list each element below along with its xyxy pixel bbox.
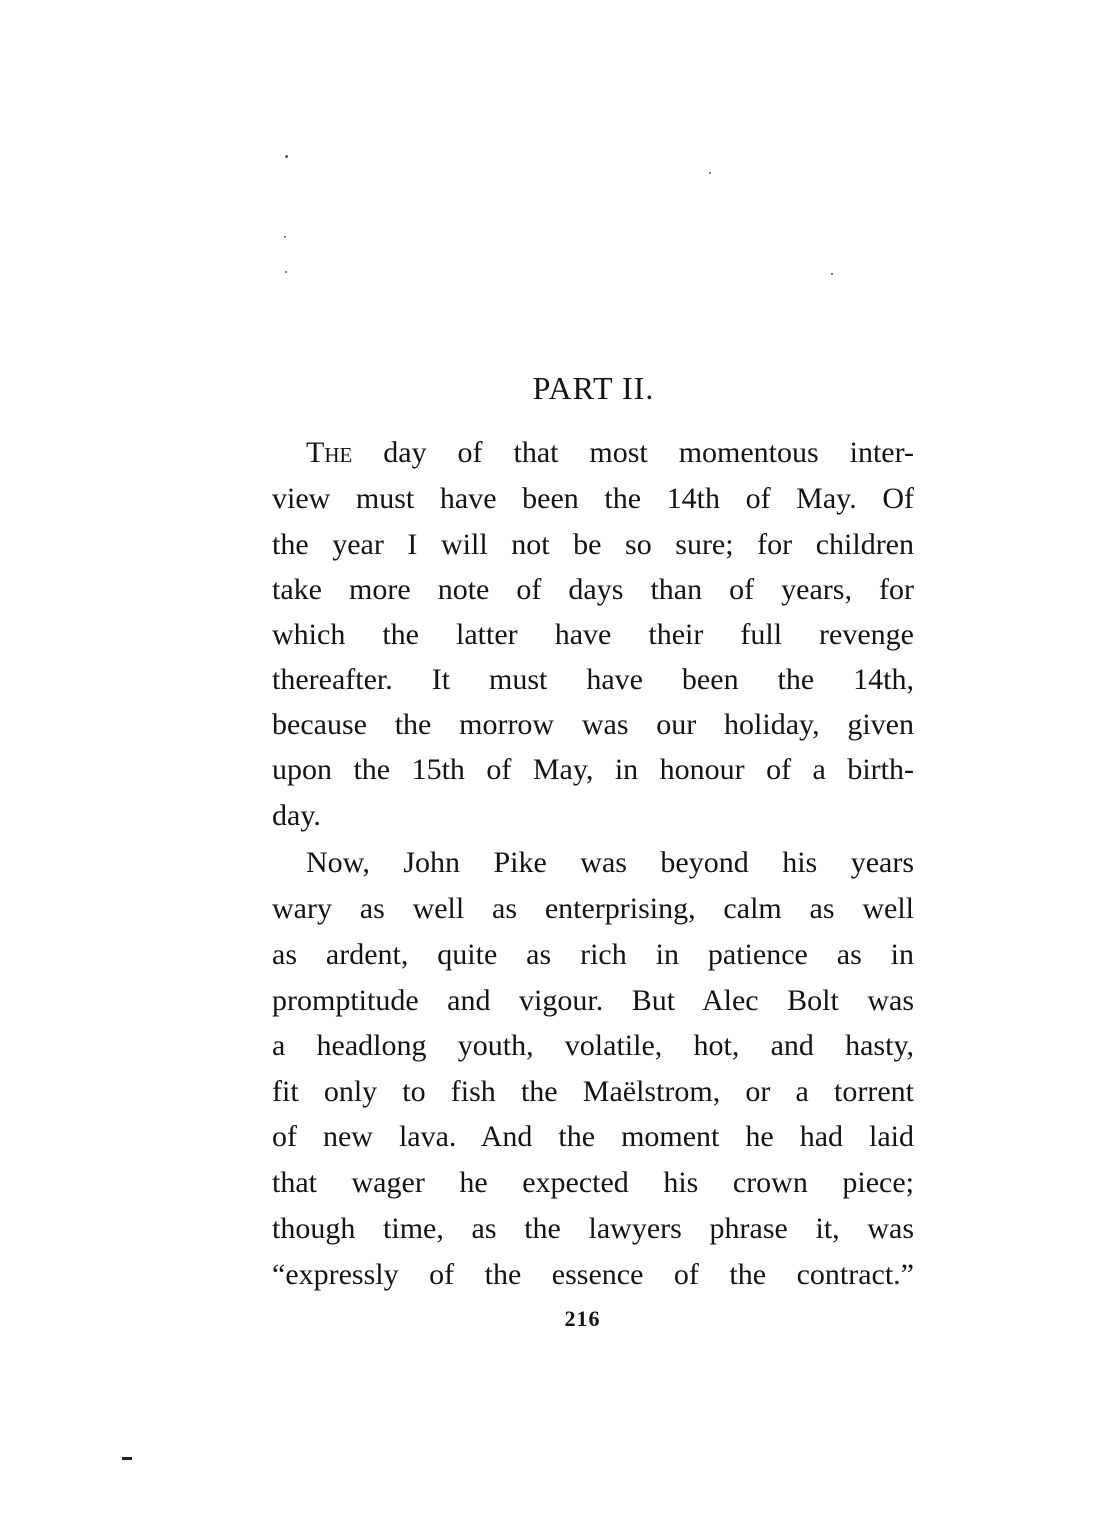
scan-mark — [122, 1457, 132, 1460]
text-line: day. — [272, 799, 321, 832]
text-line: The day of that most momentous inter- — [306, 436, 915, 469]
scan-speck — [285, 271, 287, 273]
text-line: as ardent, quite as rich in patience as in — [272, 938, 914, 971]
scan-speck — [285, 155, 288, 158]
text-line: fit only to fish the Maëlstrom, or a torrent — [272, 1075, 914, 1108]
text-line: that wager he expected his crown piece; — [272, 1166, 914, 1199]
drop-word: The — [306, 436, 353, 469]
text-line: the year I will not be so sure; for children — [272, 528, 914, 561]
text-line: take more note of days than of years, for — [272, 573, 914, 606]
text-line: thereafter. It must have been the 14th, — [272, 663, 914, 696]
scan-speck — [709, 172, 711, 174]
text-line: wary as well as enterprising, calm as well — [272, 892, 914, 925]
text-line: “expressly of the essence of the contract.” — [272, 1258, 914, 1291]
text-line: of new lava. And the moment he had laid — [272, 1120, 914, 1153]
text-line: a headlong youth, volatile, hot, and hasty, — [272, 1029, 914, 1062]
scan-speck — [831, 273, 833, 275]
part-heading: PART II. — [532, 370, 655, 406]
text-line: view must have been the 14th of May. Of — [272, 482, 914, 515]
text-line: upon the 15th of May, in honour of a birth- — [272, 753, 914, 786]
text-line: Now, John Pike was beyond his years — [306, 846, 914, 879]
page-number: 216 — [564, 1306, 601, 1331]
text-line: because the morrow was our holiday, given — [272, 708, 914, 741]
scan-speck — [284, 236, 286, 238]
text-line: promptitude and vigour. But Alec Bolt was — [272, 984, 914, 1017]
text-line: though time, as the lawyers phrase it, was — [272, 1212, 914, 1245]
text-line: which the latter have their full revenge — [272, 618, 914, 651]
